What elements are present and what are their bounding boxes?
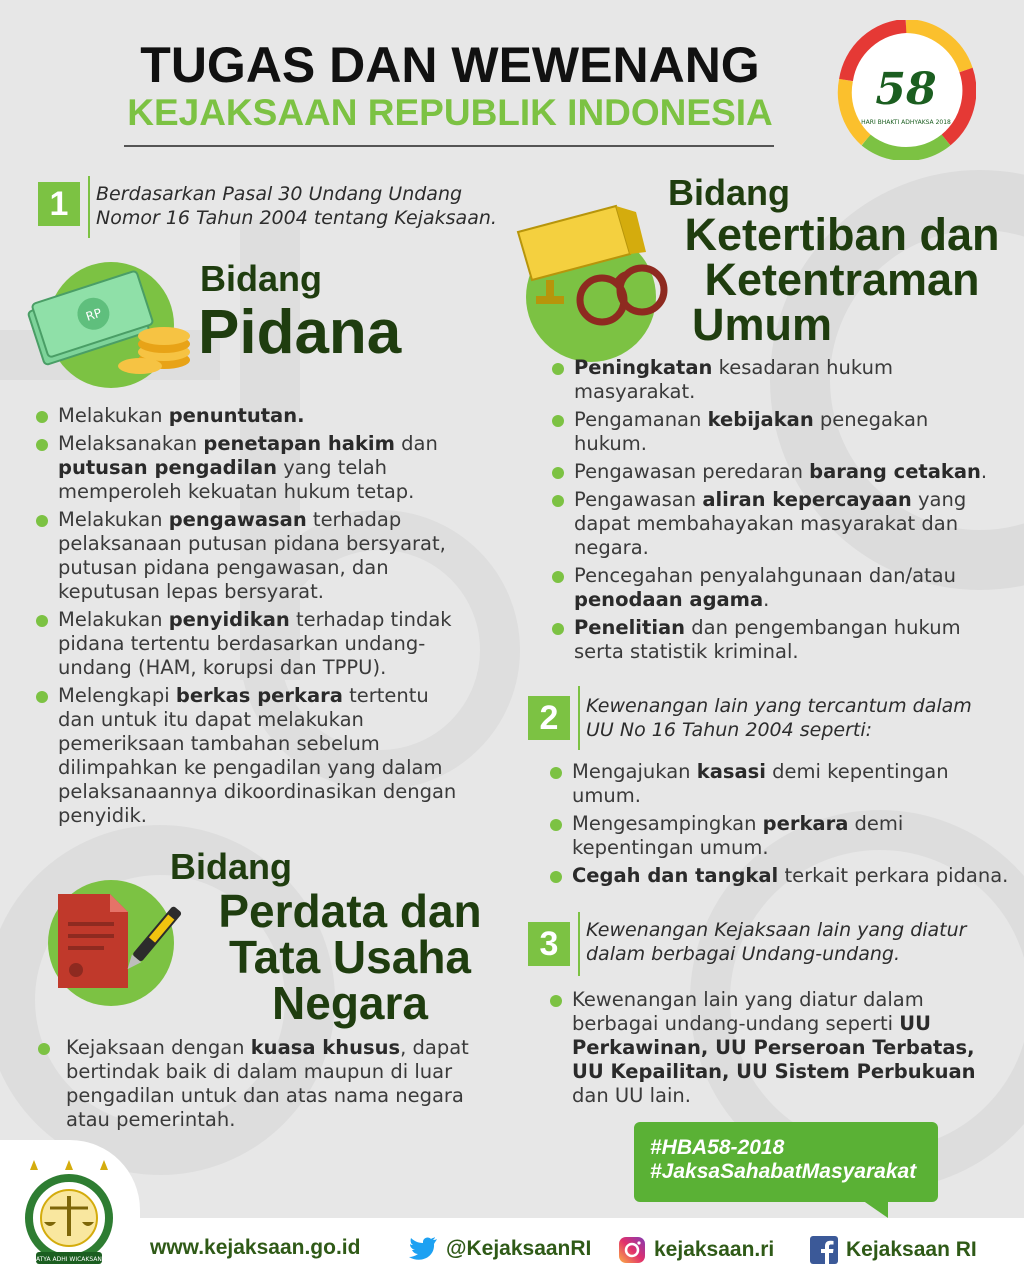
list-item: Cegah dan tangkal terkait perkara pidana. [550, 864, 1010, 888]
page-title: TUGAS DAN WEWENANG [140, 37, 760, 93]
ketertiban-heading [662, 209, 1022, 350]
section-3-note-line2: dalam berbagai Undang-undang. [586, 943, 901, 965]
perdata-list [38, 1036, 488, 1136]
list-item: Pengawasan peredaran barang cetakan. [552, 460, 1002, 484]
section-1-note [96, 182, 556, 230]
section-number-2: 2 [528, 696, 570, 740]
section-2-note-line1: Kewenangan lain yang tercantum dalam [586, 695, 972, 717]
footer-instagram[interactable] [618, 1236, 774, 1264]
pidana-heading: Pidana [198, 298, 402, 367]
website-link[interactable]: www.kejaksaan.go.id [150, 1236, 361, 1259]
footer-twitter[interactable] [408, 1236, 591, 1262]
twitter-icon [408, 1236, 438, 1262]
section-1-note-line1: Berdasarkan Pasal 30 Undang Undang [96, 183, 463, 205]
money-coins-icon [24, 262, 194, 382]
footer-facebook[interactable] [810, 1236, 977, 1264]
list-item: Melaksanakan penetapan hakim dan putusan pengadilan yang telah memperoleh kekuatan hukum tetap. [36, 432, 466, 504]
list-item: Pencegahan penyalahgunaan dan/atau penodaan agama. [552, 564, 1002, 612]
document-pen-icon [52, 880, 192, 1000]
cctv-handcuffs-icon [512, 200, 672, 340]
hashtag-line2: #JaksaSahabatMasyarakat [650, 1160, 917, 1183]
kejaksaan-emblem-icon [14, 1156, 124, 1272]
page-subtitle: KEJAKSAAN REPUBLIK INDONESIA [127, 92, 773, 133]
list-item: Pengawasan aliran kepercayaan yang dapat membahayakan masyarakat dan negara. [552, 488, 1002, 560]
svg-text:RP: RP [84, 305, 104, 324]
ketertiban-heading-line3: Umum [692, 299, 833, 350]
instagram-icon [618, 1236, 646, 1264]
hba-58-logo [836, 20, 976, 160]
logo-number: 58 [875, 64, 937, 115]
perdata-heading-line3: Negara [272, 977, 428, 1029]
section-3-note-line1: Kewenangan Kejaksaan lain yang diatur [586, 919, 967, 941]
list-item: Kejaksaan dengan kuasa khusus, dapat bertindak baik di dalam maupun di luar pengadilan untuk dan atas nama negara atau pemerintah. [38, 1036, 488, 1132]
section-1-bar [88, 176, 90, 238]
perdata-heading-small: Bidang [170, 846, 292, 887]
section-2-bar [578, 686, 580, 750]
list-item: Mengesampingkan perkara demi kepentingan umum. [550, 812, 1010, 860]
hashtag-line1: #HBA58-2018 [650, 1136, 785, 1159]
ketertiban-heading-line1: Ketertiban dan [684, 209, 1000, 260]
list-item: Mengajukan kasasi demi kepentingan umum. [550, 760, 1010, 808]
footer-website[interactable] [150, 1236, 360, 1260]
perdata-heading-line2: Tata Usaha [228, 931, 472, 983]
facebook-icon [810, 1236, 838, 1264]
ketertiban-heading-line2: Ketentraman [704, 254, 980, 305]
title-divider [124, 145, 774, 147]
list-item: Penelitian dan pengembangan hukum serta statistik kriminal. [552, 616, 1002, 664]
section-3-list [550, 988, 980, 1112]
section-1-note-line2: Nomor 16 Tahun 2004 tentang Kejaksaan. [96, 207, 497, 229]
logo-ring-text: HARI BHAKTI ADHYAKSA 2018 [861, 119, 951, 126]
perdata-heading [200, 885, 500, 1029]
instagram-handle[interactable]: kejaksaan.ri [654, 1238, 775, 1261]
emblem-motto: SATYA ADHI WICAKSANA [32, 1256, 106, 1263]
list-item: Pengamanan kebijakan penegakan hukum. [552, 408, 1002, 456]
pidana-heading-small: Bidang [200, 258, 322, 299]
pidana-list [36, 404, 466, 832]
section-3-note [586, 918, 1016, 966]
section-2-list [550, 760, 1010, 892]
ketertiban-heading-small: Bidang [668, 172, 790, 213]
section-2-note [586, 694, 1016, 742]
facebook-page[interactable]: Kejaksaan RI [846, 1238, 977, 1261]
hashtag-box-tail [862, 1200, 888, 1218]
list-item: Melakukan penuntutan. [36, 404, 466, 428]
twitter-handle[interactable]: @KejaksaanRI [446, 1237, 592, 1260]
perdata-heading-line1: Perdata dan [218, 885, 482, 937]
list-item: Peningkatan kesadaran hukum masyarakat. [552, 356, 1002, 404]
section-number-1: 1 [38, 182, 80, 226]
hashtag-box [634, 1122, 938, 1202]
list-item: Melakukan pengawasan terhadap pelaksanaan putusan pidana bersyarat, putusan pidana pengawasan, dan keputusan lepas bersyarat. [36, 508, 466, 604]
list-item: Melengkapi berkas perkara tertentu dan untuk itu dapat melakukan pemeriksaan tambahan sebelum dilimpahkan ke pengadilan yang dalam pelaksanaannya dikoordinasikan dengan penyidik. [36, 684, 466, 828]
section-2-note-line2: UU No 16 Tahun 2004 seperti: [586, 719, 873, 741]
list-item: Melakukan penyidikan terhadap tindak pidana tertentu berdasarkan undang-undang (HAM, korupsi dan TPPU). [36, 608, 466, 680]
section-3-bar [578, 912, 580, 976]
ketertiban-list [552, 356, 1002, 668]
section-number-3: 3 [528, 922, 570, 966]
list-item: Kewenangan lain yang diatur dalam berbagai undang-undang seperti UU Perkawinan, UU Perseroan Terbatas, UU Kepailitan, UU Sistem Perbukuan dan UU lain. [550, 988, 980, 1108]
